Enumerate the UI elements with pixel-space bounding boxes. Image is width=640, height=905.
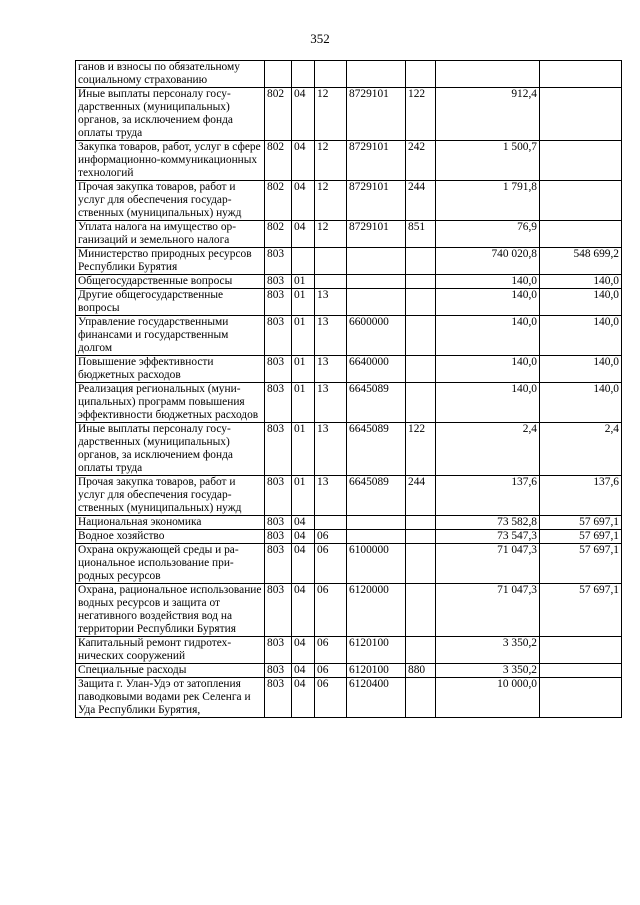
page-number: 352 (310, 31, 330, 46)
table-row (76, 637, 622, 664)
target-article-cell: 6645089 (347, 423, 406, 476)
table-row (76, 516, 622, 530)
amount-second-cell (540, 181, 622, 221)
ministry-code-cell: 803 (265, 248, 292, 275)
ministry-code-cell: 802 (265, 221, 292, 248)
subsection-code-cell (315, 248, 347, 275)
amount-cell: 3 350,2 (436, 664, 540, 678)
target-article-cell: 6120400 (347, 678, 406, 718)
subsection-code-cell: 13 (315, 289, 347, 316)
amount-cell: 740 020,8 (436, 248, 540, 275)
table-row (76, 678, 622, 718)
expense-type-cell (406, 316, 436, 356)
table-row (76, 61, 622, 88)
table-row (76, 664, 622, 678)
table-row (76, 316, 622, 356)
amount-second-cell: 548 699,2 (540, 248, 622, 275)
row-name-cell: Охрана окружающей среды и рациональное использование природных ресурсов (76, 544, 265, 584)
ministry-code-cell: 803 (265, 678, 292, 718)
amount-cell: 1 500,7 (436, 141, 540, 181)
row-name-cell: Управление государственными финансами и государственным долгом (76, 316, 265, 356)
section-code-cell: 04 (292, 678, 315, 718)
row-name-cell: Другие общегосударственные вопросы (76, 289, 265, 316)
amount-second-cell (540, 664, 622, 678)
ministry-code-cell: 803 (265, 289, 292, 316)
section-code-cell: 04 (292, 664, 315, 678)
expense-type-cell (406, 289, 436, 316)
amount-second-cell: 140,0 (540, 383, 622, 423)
subsection-code-cell (315, 516, 347, 530)
row-name-cell: Общегосударственные вопросы (76, 275, 265, 289)
expense-type-cell: 242 (406, 141, 436, 181)
amount-second-cell (540, 221, 622, 248)
table-row (76, 275, 622, 289)
expense-type-cell: 244 (406, 476, 436, 516)
target-article-cell: 6100000 (347, 544, 406, 584)
table-row (76, 181, 622, 221)
target-article-cell: 8729101 (347, 221, 406, 248)
amount-cell: 10 000,0 (436, 678, 540, 718)
table-row (76, 141, 622, 181)
amount-cell: 2,4 (436, 423, 540, 476)
amount-second-cell: 2,4 (540, 423, 622, 476)
section-code-cell: 04 (292, 544, 315, 584)
table-row (76, 289, 622, 316)
subsection-code-cell: 13 (315, 383, 347, 423)
amount-second-cell: 140,0 (540, 356, 622, 383)
section-code-cell: 04 (292, 637, 315, 664)
expense-type-cell (406, 637, 436, 664)
section-code-cell (292, 61, 315, 88)
ministry-code-cell: 803 (265, 637, 292, 664)
ministry-code-cell: 803 (265, 584, 292, 637)
section-code-cell: 04 (292, 516, 315, 530)
subsection-code-cell: 13 (315, 423, 347, 476)
ministry-code-cell: 803 (265, 664, 292, 678)
ministry-code-cell: 803 (265, 423, 292, 476)
target-article-cell (347, 516, 406, 530)
subsection-code-cell: 13 (315, 356, 347, 383)
amount-cell: 140,0 (436, 356, 540, 383)
table-row (76, 544, 622, 584)
section-code-cell: 01 (292, 275, 315, 289)
subsection-code-cell: 06 (315, 584, 347, 637)
expense-type-cell (406, 516, 436, 530)
expense-type-cell (406, 544, 436, 584)
section-code-cell: 01 (292, 476, 315, 516)
subsection-code-cell: 12 (315, 221, 347, 248)
ministry-code-cell: 802 (265, 181, 292, 221)
target-article-cell: 8729101 (347, 181, 406, 221)
ministry-code-cell: 803 (265, 476, 292, 516)
amount-second-cell (540, 141, 622, 181)
amount-second-cell: 57 697,1 (540, 544, 622, 584)
ministry-code-cell: 802 (265, 141, 292, 181)
amount-cell: 912,4 (436, 88, 540, 141)
ministry-code-cell: 803 (265, 383, 292, 423)
row-name-cell: Национальная экономика (76, 516, 265, 530)
row-name-cell: Водное хозяйство (76, 530, 265, 544)
table-row (76, 88, 622, 141)
expense-type-cell (406, 61, 436, 88)
row-name-cell: Закупка товаров, работ, услуг в сфере информационно-коммуникационных технологий (76, 141, 265, 181)
expense-type-cell (406, 678, 436, 718)
section-code-cell: 01 (292, 383, 315, 423)
amount-second-cell (540, 88, 622, 141)
expense-type-cell (406, 383, 436, 423)
target-article-cell: 6640000 (347, 356, 406, 383)
table-row (76, 476, 622, 516)
amount-second-cell (540, 678, 622, 718)
amount-cell: 76,9 (436, 221, 540, 248)
section-code-cell: 04 (292, 88, 315, 141)
section-code-cell: 04 (292, 181, 315, 221)
amount-cell: 140,0 (436, 275, 540, 289)
table-row (76, 584, 622, 637)
expense-type-cell: 851 (406, 221, 436, 248)
amount-cell: 140,0 (436, 289, 540, 316)
target-article-cell (347, 61, 406, 88)
amount-cell: 140,0 (436, 316, 540, 356)
row-name-cell: Иные выплаты персоналу государственных (муниципальных) органов, за исключением фонда оплаты труда (76, 423, 265, 476)
ministry-code-cell: 802 (265, 88, 292, 141)
amount-second-cell: 140,0 (540, 289, 622, 316)
section-code-cell: 04 (292, 221, 315, 248)
row-name-cell: Прочая закупка товаров, работ и услуг для обеспечения государственных (муниципальных) нужд (76, 181, 265, 221)
ministry-code-cell: 803 (265, 544, 292, 584)
section-code-cell: 01 (292, 423, 315, 476)
subsection-code-cell: 12 (315, 181, 347, 221)
section-code-cell: 01 (292, 316, 315, 356)
section-code-cell (292, 248, 315, 275)
ministry-code-cell: 803 (265, 275, 292, 289)
row-name-cell: Уплата налога на имущество организаций и земельного налога (76, 221, 265, 248)
table-row (76, 383, 622, 423)
expense-type-cell: 122 (406, 88, 436, 141)
target-article-cell: 6645089 (347, 383, 406, 423)
subsection-code-cell: 13 (315, 476, 347, 516)
target-article-cell: 6120000 (347, 584, 406, 637)
table-row (76, 221, 622, 248)
amount-cell (436, 61, 540, 88)
subsection-code-cell: 12 (315, 88, 347, 141)
amount-second-cell: 140,0 (540, 275, 622, 289)
row-name-cell: Капитальный ремонт гидротехнических сооружений (76, 637, 265, 664)
expense-type-cell (406, 275, 436, 289)
ministry-code-cell (265, 61, 292, 88)
subsection-code-cell: 06 (315, 678, 347, 718)
section-code-cell: 01 (292, 356, 315, 383)
target-article-cell (347, 530, 406, 544)
expense-type-cell (406, 248, 436, 275)
target-article-cell: 6120100 (347, 637, 406, 664)
row-name-cell: ганов и взносы по обязательному социальному страхованию (76, 61, 265, 88)
subsection-code-cell (315, 61, 347, 88)
section-code-cell: 04 (292, 141, 315, 181)
table-row (76, 423, 622, 476)
subsection-code-cell: 06 (315, 637, 347, 664)
ministry-code-cell: 803 (265, 516, 292, 530)
amount-second-cell: 57 697,1 (540, 584, 622, 637)
target-article-cell (347, 289, 406, 316)
row-name-cell: Специальные расходы (76, 664, 265, 678)
expense-type-cell (406, 530, 436, 544)
subsection-code-cell: 06 (315, 530, 347, 544)
target-article-cell: 8729101 (347, 141, 406, 181)
section-code-cell: 04 (292, 530, 315, 544)
row-name-cell: Министерство природных ресурсов Республики Бурятия (76, 248, 265, 275)
target-article-cell (347, 275, 406, 289)
ministry-code-cell: 803 (265, 356, 292, 383)
amount-cell: 140,0 (436, 383, 540, 423)
amount-cell: 137,6 (436, 476, 540, 516)
section-code-cell: 04 (292, 584, 315, 637)
amount-cell: 73 547,3 (436, 530, 540, 544)
expense-type-cell (406, 356, 436, 383)
row-name-cell: Иные выплаты персоналу государственных (муниципальных) органов, за исключением фонда оплаты труда (76, 88, 265, 141)
table-row (76, 530, 622, 544)
expense-type-cell (406, 584, 436, 637)
table-row (76, 356, 622, 383)
expense-type-cell: 122 (406, 423, 436, 476)
expense-type-cell: 244 (406, 181, 436, 221)
amount-cell: 71 047,3 (436, 544, 540, 584)
row-name-cell: Повышение эффективности бюджетных расходов (76, 356, 265, 383)
expense-type-cell: 880 (406, 664, 436, 678)
subsection-code-cell: 12 (315, 141, 347, 181)
amount-second-cell (540, 637, 622, 664)
section-code-cell: 01 (292, 289, 315, 316)
target-article-cell: 6120100 (347, 664, 406, 678)
target-article-cell: 8729101 (347, 88, 406, 141)
amount-second-cell (540, 61, 622, 88)
table-row (76, 248, 622, 275)
row-name-cell: Охрана, рациональное использование водных ресурсов и защита от негативного воздействия вод на территории Республики Бурятия (76, 584, 265, 637)
amount-cell: 3 350,2 (436, 637, 540, 664)
amount-cell: 73 582,8 (436, 516, 540, 530)
target-article-cell: 6600000 (347, 316, 406, 356)
row-name-cell: Реализация региональных (муниципальных) программ повышения эффективности бюджетных расходов (76, 383, 265, 423)
amount-cell: 71 047,3 (436, 584, 540, 637)
amount-second-cell: 57 697,1 (540, 516, 622, 530)
budget-table (75, 60, 622, 718)
subsection-code-cell: 06 (315, 544, 347, 584)
amount-second-cell: 140,0 (540, 316, 622, 356)
target-article-cell: 6645089 (347, 476, 406, 516)
row-name-cell: Прочая закупка товаров, работ и услуг для обеспечения государственных (муниципальных) нужд (76, 476, 265, 516)
subsection-code-cell (315, 275, 347, 289)
amount-cell: 1 791,8 (436, 181, 540, 221)
amount-second-cell: 57 697,1 (540, 530, 622, 544)
target-article-cell (347, 248, 406, 275)
amount-second-cell: 137,6 (540, 476, 622, 516)
ministry-code-cell: 803 (265, 316, 292, 356)
subsection-code-cell: 13 (315, 316, 347, 356)
subsection-code-cell: 06 (315, 664, 347, 678)
ministry-code-cell: 803 (265, 530, 292, 544)
row-name-cell: Защита г. Улан-Удэ от затопления паводковыми водами рек Селенга и Уда Республики Бурятия, (76, 678, 265, 718)
